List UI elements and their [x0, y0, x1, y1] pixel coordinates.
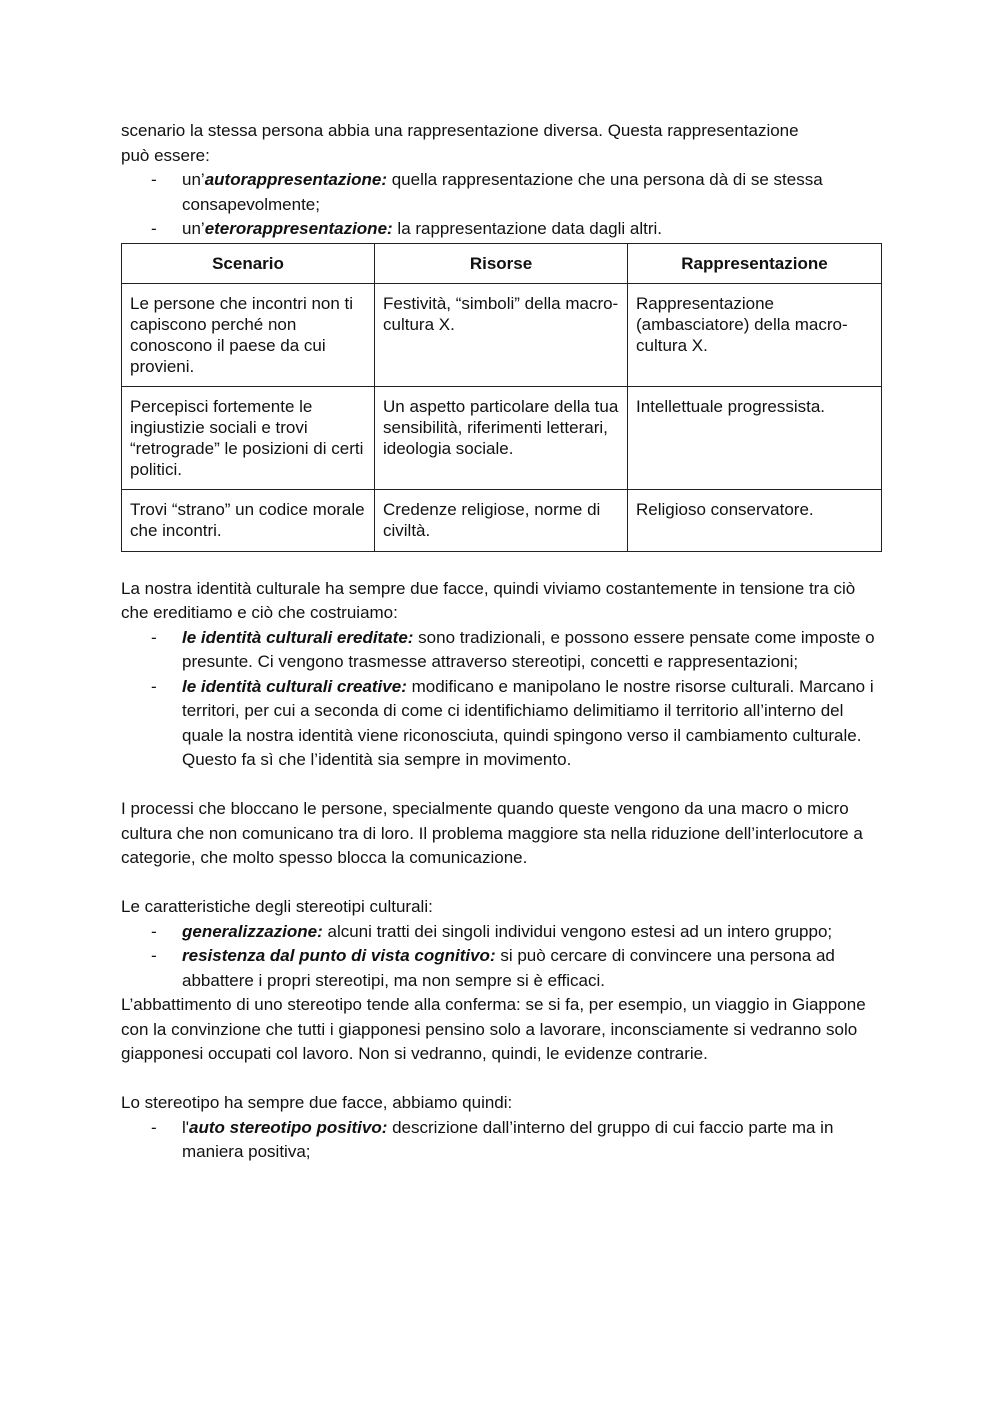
list-item	[121, 944, 881, 993]
item-text: quella rappresentazione che una persona dà di se stessa consapevolmente;	[182, 170, 823, 214]
item-text: modificano e manipolano le nostre risorse culturali. Marcano i territori, per cui a seconda di come ci identifichiamo delimitiamo il territorio all’interno del quale la nostra identità viene riconosciuta, quindi spingono verso il cambiamento culturale. Questo fa sì che l’identità sia sempre in movimento.	[182, 676, 874, 769]
dash-bullet: -	[151, 219, 157, 238]
list-item	[121, 675, 881, 773]
item-text: descrizione dall’interno del gruppo di cui faccio parte ma in maniera positiva;	[182, 1117, 834, 1161]
paragraph-gap	[121, 773, 881, 798]
stereotypes-intro: Le caratteristiche degli stereotipi culturali:	[121, 897, 433, 916]
table-cell: Percepisci fortemente le ingiustizie sociali e trovi “retrograde” le posizioni di certi politici.	[122, 386, 375, 489]
table-cell: Le persone che incontri non ti capiscono perché non conoscono il paese da cui provieni.	[122, 283, 375, 386]
item-prefix: un’	[182, 219, 205, 238]
table-row	[122, 283, 882, 386]
processes-paragraph: I processi che bloccano le persone, specialmente quando queste vengono da una macro o micro cultura che non comunicano tra di loro. Il problema maggiore sta nella riduzione dell’interlocutore a categorie, che molto spesso blocca la comunicazione.	[121, 799, 863, 867]
header-scenario: Scenario	[122, 243, 375, 283]
two-faces-intro: Lo stereotipo ha sempre due facce, abbiamo quindi:	[121, 1093, 513, 1112]
dash-bullet: -	[151, 170, 157, 189]
two-faces-list	[121, 1116, 881, 1165]
item-text: la rappresentazione data dagli altri.	[392, 219, 663, 238]
term-eterorappresentazione: eterorappresentazione:	[204, 219, 393, 238]
header-rappresentazione: Rappresentazione	[628, 243, 882, 283]
list-item	[121, 626, 881, 675]
paragraph-gap	[121, 1067, 881, 1092]
table-cell: Festività, “simboli” della macro-cultura X.	[375, 283, 628, 386]
intro-paragraph	[121, 119, 881, 168]
term-auto-stereotipo-positivo: auto stereotipo positivo:	[189, 1117, 388, 1137]
table-cell: Intellettuale progressista.	[628, 386, 882, 489]
identity-paragraph: La nostra identità culturale ha sempre due facce, quindi viviamo costantemente in tensione tra ciò che ereditiamo e ciò che costruiamo:	[121, 578, 856, 622]
list-item	[121, 920, 881, 945]
dash-bullet: -	[151, 1117, 157, 1137]
table-cell: Rappresentazione (ambasciatore) della macro-cultura X.	[628, 283, 882, 386]
term-resistenza: resistenza dal punto di vista cognitivo:	[182, 946, 496, 965]
paragraph-gap	[121, 871, 881, 896]
item-text: alcuni tratti dei singoli individui vengono estesi ad un intero gruppo;	[322, 921, 833, 941]
intro-line-1: scenario la stessa persona abbia una rappresentazione diversa. Questa rappresentazione	[121, 121, 799, 140]
stereotypes-list	[121, 920, 881, 994]
dash-bullet: -	[151, 676, 157, 696]
term-autorappresentazione: autorappresentazione:	[204, 170, 387, 189]
term-identita-creative: le identità culturali creative:	[182, 676, 407, 696]
table-row	[122, 386, 882, 489]
term-generalizzazione: generalizzazione:	[182, 921, 323, 941]
identity-list	[121, 626, 881, 773]
list-item	[121, 1116, 881, 1165]
list-item	[121, 168, 881, 217]
item-text: si può cercare di convincere una persona ad abbattere i propri stereotipi, ma non sempre si è efficaci.	[182, 946, 835, 990]
header-risorse: Risorse	[375, 243, 628, 283]
table-cell: Religioso conservatore.	[628, 489, 882, 551]
list-item	[121, 217, 881, 242]
document-page	[121, 119, 881, 1165]
scenario-table	[121, 243, 882, 552]
term-identita-ereditate: le identità culturali ereditate:	[182, 627, 414, 647]
dash-bullet: -	[151, 946, 157, 965]
table-cell: Credenze religiose, norme di civiltà.	[375, 489, 628, 551]
table-cell: Un aspetto particolare della tua sensibilità, riferimenti letterari, ideologia sociale.	[375, 386, 628, 489]
table-row	[122, 489, 882, 551]
stereotypes-after-paragraph: L’abbattimento di uno stereotipo tende alla conferma: se si fa, per esempio, un viaggio in Giappone con la convinzione che tutti i giapponesi pensino solo a lavorare, inconsciamente si vedranno solo giapponesi occupati col lavoro. Non si vedranno, quindi, le evidenze contrarie.	[121, 995, 866, 1063]
representation-list	[121, 168, 881, 242]
item-prefix: un’	[182, 170, 205, 189]
intro-line-2: può essere:	[121, 145, 210, 165]
dash-bullet: -	[151, 921, 157, 941]
table-header-row	[122, 243, 882, 283]
item-text: sono tradizionali, e possono essere pensate come imposte o presunte. Ci vengono trasmesse attraverso stereotipi, concetti e rappresentazioni;	[182, 627, 875, 671]
table-cell: Trovi “strano” un codice morale che incontri.	[122, 489, 375, 551]
item-prefix: l'	[182, 1117, 190, 1137]
dash-bullet: -	[151, 627, 157, 647]
